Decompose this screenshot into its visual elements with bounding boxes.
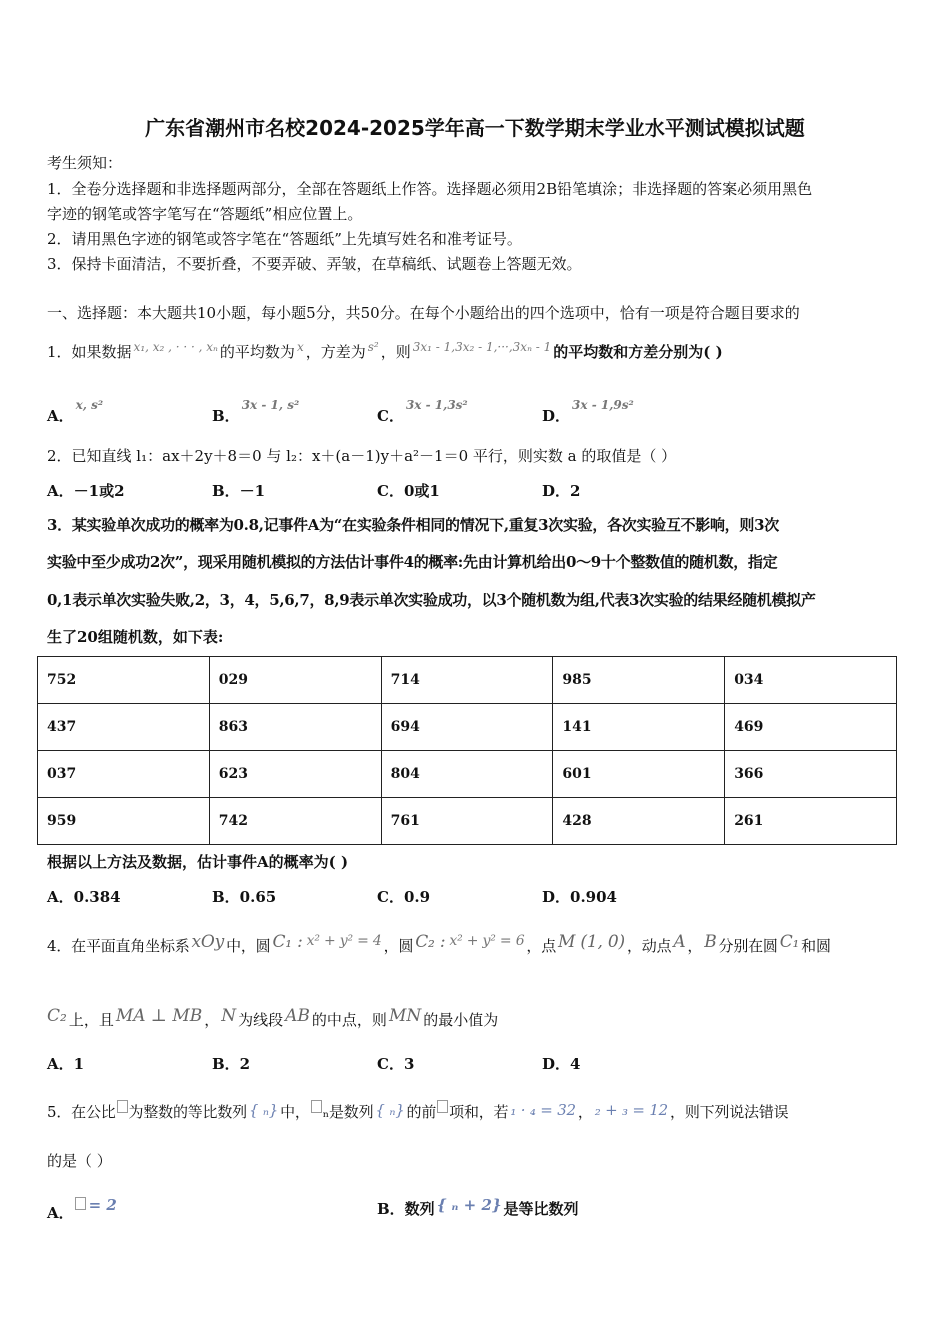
question-4-line-1 (47, 932, 831, 956)
q4-math-xoy: xOy (191, 932, 225, 952)
q3-option-c[interactable]: C．0.9 (377, 888, 431, 906)
q4-math-c1: C₁ : (272, 932, 303, 952)
missing-glyph-icon (117, 1100, 128, 1113)
q5-text-4: ₙ是数列 (322, 1103, 374, 1121)
missing-glyph-icon (437, 1100, 448, 1113)
q4-text-13: 的最小值为 (423, 1011, 499, 1029)
question-4-line-2 (47, 1006, 498, 1030)
q5-option-b-math: { ₙ + 2} (436, 1196, 502, 1214)
table-cell: 623 (209, 751, 381, 798)
q4-math-c2-ref: C₂ (47, 1006, 67, 1026)
q1-option-a-math: x, s² (75, 398, 104, 412)
question-3-prompt: 根据以上方法及数据，估计事件A的概率为( ) (47, 853, 349, 871)
q4-text-4: ，点 (526, 937, 557, 955)
q4-text-5: ，动点 (626, 937, 672, 955)
q4-math-c1-eq: x² + y² = 4 (306, 933, 382, 949)
q1-option-d-label: D． (542, 407, 571, 425)
q1-option-b-math: 3x - 1, s² (241, 398, 300, 412)
q5-math-seq-a: { ₙ} (248, 1101, 279, 1119)
q4-text-11: 为线段 (238, 1011, 284, 1029)
question-3-line-4: 生了20组随机数，如下表: (47, 628, 224, 646)
q4-text-3: ，圆 (383, 937, 414, 955)
q5-text-7: ， (577, 1103, 593, 1121)
q4-math-c1-ref: C₁ (779, 932, 800, 952)
q4-math-c2-eq: x² + y² = 6 (449, 933, 525, 949)
q4-option-c[interactable]: C．3 (377, 1055, 415, 1073)
q5-option-b-tail: 是等比数列 (503, 1200, 579, 1218)
question-5-line-1 (47, 1100, 788, 1122)
question-3-line-2: 实验中至少成功2次”，现采用随机模拟的方法估计事件4的概率:先由计算机给出0～9十个整数值的随机数，指定 (47, 553, 778, 571)
q1-math-transformed: 3x₁ - 1,3x₂ - 1,···,3xₙ - 1 (412, 340, 552, 354)
q4-option-b[interactable]: B．2 (212, 1055, 251, 1073)
q5-text-3: 中， (280, 1103, 310, 1121)
table-cell: 029 (209, 657, 381, 704)
question-5-line-2: 的是（ ） (47, 1152, 112, 1170)
q1-text-5: 的平均数和方差分别为( ) (553, 343, 723, 361)
q5-option-b[interactable] (377, 1196, 579, 1219)
table-cell: 761 (381, 798, 553, 845)
table-cell: 469 (725, 704, 897, 751)
table-cell: 752 (38, 657, 210, 704)
question-1 (47, 340, 723, 362)
table-cell: 437 (38, 704, 210, 751)
random-number-table (37, 656, 897, 845)
q4-option-d[interactable]: D．4 (542, 1055, 581, 1073)
q4-math-c2: C₂ : (415, 932, 446, 952)
exam-title: 广东省潮州市名校2024-2025学年高一下数学期末学业水平测试模拟试题 (145, 116, 805, 140)
question-3-line-1: 3．某实验单次成功的概率为0.8,记事件A为“在实验条件相同的情况下,重复3次实验，各次实验互不影响，则3次 (47, 516, 779, 534)
q5-text-2: 为整数的等比数列 (128, 1103, 247, 1121)
q5-option-a-math: = 2 (88, 1196, 117, 1214)
q5-math-product: ₁ · ₄ = 32 (510, 1101, 576, 1119)
q5-text-6: 项和，若 (449, 1103, 509, 1121)
q1-text-2: 的平均数为 (219, 343, 295, 361)
q4-math-b: B (704, 932, 717, 952)
table-cell: 863 (209, 704, 381, 751)
q5-math-sum: ₂ + ₃ = 12 (594, 1101, 669, 1119)
q4-text-6: ， (687, 937, 703, 955)
q2-option-d[interactable]: D．2 (542, 482, 581, 500)
q1-text-4: ，则 (380, 343, 411, 361)
notice-item-1-cont: 字迹的钢笔或答字笔写在“答题纸”相应位置上。 (47, 205, 363, 223)
table-cell: 141 (553, 704, 725, 751)
q4-text-1: 4．在平面直角坐标系 (47, 937, 190, 955)
q1-option-c[interactable] (377, 398, 470, 426)
q4-text-10: ， (204, 1011, 220, 1029)
q4-math-point-m: M (1, 0) (558, 932, 625, 952)
q4-math-mn: MN (388, 1006, 422, 1026)
table-cell: 985 (553, 657, 725, 704)
q2-option-b[interactable]: B．－1 (212, 482, 266, 500)
q1-text-3: ，方差为 (305, 343, 366, 361)
table-cell: 694 (381, 704, 553, 751)
table-cell: 428 (553, 798, 725, 845)
table-cell: 742 (209, 798, 381, 845)
q1-option-c-label: C． (377, 407, 404, 425)
question-2: 2．已知直线 l₁：ax＋2y＋8＝0 与 l₂：x＋(a－1)y＋a²－1＝0 平行，则实数 a 的取值是（ ） (47, 447, 677, 465)
notice-item-3: 3．保持卡面清洁，不要折叠，不要弄破、弄皱，在草稿纸、试题卷上答题无效。 (47, 255, 582, 273)
q4-text-7: 分别在圆 (718, 937, 778, 955)
q5-math-seq-a-2: { ₙ} (375, 1101, 405, 1119)
table-cell: 959 (38, 798, 210, 845)
q1-option-a[interactable] (47, 398, 105, 426)
table-row (38, 704, 897, 751)
notice-item-2: 2．请用黑色字迹的钢笔或答字笔在“答题纸”上先填写姓名和准考证号。 (47, 230, 522, 248)
q5-option-a[interactable] (47, 1196, 119, 1223)
notice-item-1: 1．全卷分选择题和非选择题两部分，全部在答题纸上作答。选择题必须用2B铅笔填涂；非选择题的答案必须用黑色 (47, 180, 813, 198)
q5-text-5: 的前 (406, 1103, 437, 1121)
table-row (38, 798, 897, 845)
table-cell: 037 (38, 751, 210, 798)
q1-option-c-math: 3x - 1,3s² (405, 398, 468, 412)
q4-math-n: N (221, 1006, 237, 1026)
q4-text-8: 和圆 (801, 937, 831, 955)
q4-text-12: 的中点，则 (311, 1011, 387, 1029)
q1-option-b[interactable] (212, 398, 301, 426)
q4-text-2: 中，圆 (226, 937, 271, 955)
q1-option-a-label: A． (47, 407, 74, 425)
q5-text-8: ，则下列说法错误 (670, 1103, 789, 1121)
table-cell: 261 (725, 798, 897, 845)
q4-math-perp: MA ⊥ MB (115, 1006, 203, 1026)
missing-glyph-icon (75, 1197, 86, 1210)
table-cell: 034 (725, 657, 897, 704)
q1-math-variance: s² (367, 340, 379, 354)
table-cell: 714 (381, 657, 553, 704)
q1-option-d[interactable] (542, 398, 636, 426)
q1-option-b-label: B． (212, 407, 240, 425)
q3-option-a[interactable]: A．0.384 (47, 888, 121, 906)
q5-option-b-label: B．数列 (377, 1200, 435, 1218)
q5-text-1: 5．在公比 (47, 1103, 116, 1121)
table-row (38, 657, 897, 704)
q1-option-d-math: 3x - 1,9s² (572, 398, 634, 412)
q2-option-a[interactable]: A．－1或2 (47, 482, 125, 500)
q1-text-1: 1．如果数据 (47, 343, 132, 361)
question-3-line-3: 0,1表示单次实验失败,2，3，4，5,6,7，8,9表示单次实验成功，以3个随机数为组,代表3次实验的结果经随机模拟产 (47, 591, 816, 609)
q3-option-b[interactable]: B．0.65 (212, 888, 277, 906)
q4-text-9: 上，且 (68, 1011, 114, 1029)
table-cell: 601 (553, 751, 725, 798)
table-cell: 804 (381, 751, 553, 798)
q3-option-d[interactable]: D．0.904 (542, 888, 617, 906)
q1-math-data: x₁, x₂ , · · · , xₙ (133, 340, 218, 354)
q5-option-a-label: A． (47, 1204, 74, 1222)
q2-option-c[interactable]: C．0或1 (377, 482, 440, 500)
q4-math-a: A (673, 932, 686, 952)
q4-option-a[interactable]: A．1 (47, 1055, 85, 1073)
missing-glyph-icon (311, 1100, 322, 1113)
section-heading: 一、选择题：本大题共10小题，每小题5分，共50分。在每个小题给出的四个选项中，恰有一项是符合题目要求的 (47, 304, 800, 322)
notice-heading: 考生须知： (47, 154, 123, 172)
q1-math-mean: x (296, 340, 304, 354)
table-cell: 366 (725, 751, 897, 798)
table-row (38, 751, 897, 798)
q4-math-ab: AB (285, 1006, 310, 1026)
